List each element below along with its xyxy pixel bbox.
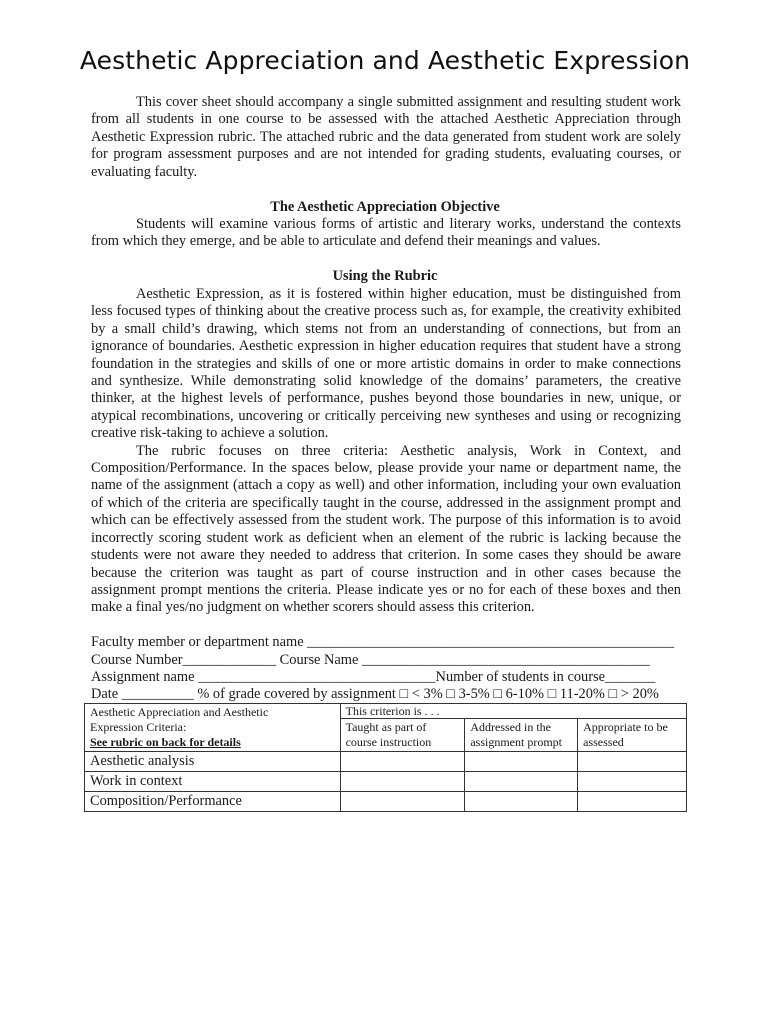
col-appropriate-header: Appropriate to be assessed xyxy=(578,719,687,752)
addressed-cell[interactable] xyxy=(465,752,578,772)
criterion-name: Composition/Performance xyxy=(85,792,341,812)
criterion-is-header: This criterion is . . . xyxy=(340,704,686,719)
criterion-name: Work in context xyxy=(85,772,341,792)
taught-cell[interactable] xyxy=(340,792,465,812)
criterion-name: Aesthetic analysis xyxy=(85,752,341,772)
criteria-header-line-1: Aesthetic Appreciation and Aesthetic xyxy=(90,705,269,719)
addressed-cell[interactable] xyxy=(465,792,578,812)
criteria-header-line-2: Expression Criteria: xyxy=(90,720,187,734)
objective-paragraph xyxy=(91,216,681,251)
table-row xyxy=(85,752,687,772)
course-field[interactable]: Course Number_____________ Course Name ________________________________________ xyxy=(91,652,650,668)
faculty-field[interactable]: Faculty member or department name ___________________________________________________ xyxy=(91,634,675,650)
table-row xyxy=(85,792,687,812)
appropriate-cell[interactable] xyxy=(578,752,687,772)
rubric-paragraphs xyxy=(91,286,681,617)
objective-text: Students will examine various forms of artistic and literary works, understand the contexts from which they emerge, and be able to articulate and defend their meanings and values. xyxy=(91,216,681,250)
date-grade-field[interactable]: Date __________ % of grade covered by assignment □ < 3% □ 3-5% □ 6-10% □ 11-20% □ > 20% xyxy=(91,686,659,702)
intro-paragraph xyxy=(91,94,681,181)
addressed-cell[interactable] xyxy=(465,772,578,792)
col-addressed-header: Addressed in the assignment prompt xyxy=(465,719,578,752)
table-row xyxy=(85,772,687,792)
criteria-table xyxy=(84,703,687,812)
taught-cell[interactable] xyxy=(340,772,465,792)
rubric-back-link[interactable]: See rubric on back for details xyxy=(90,735,241,749)
appropriate-cell[interactable] xyxy=(578,792,687,812)
page-title: Aesthetic Appreciation and Aesthetic Expression xyxy=(79,46,691,75)
intro-text: This cover sheet should accompany a single submitted assignment and resulting student work from all students in one course to be assessed with the attached Aesthetic Appreciation through Aesthetic Expression rubric. The attached rubric and the data generated from student work are solely for program assessment purposes and are not intended for grading students, evaluating courses, or evaluating faculty. xyxy=(91,94,681,180)
taught-cell[interactable] xyxy=(340,752,465,772)
appropriate-cell[interactable] xyxy=(578,772,687,792)
col-taught-header: Taught as part of course instruction xyxy=(340,719,465,752)
objective-heading: The Aesthetic Appreciation Objective xyxy=(270,199,500,215)
rubric-paragraph-1: Aesthetic Expression, as it is fostered within higher education, must be distinguished from less focused types of thinking about the creative process such as, for example, the creativity exhibited by a small child’s drawing, which stems not from an understanding of connections, but from an ignorance of boundaries. Aesthetic expression in higher education requires that student have a strong foundation in the strategies and skills of one or more artistic domains in order to make connections and synthesize. While demonstrating solid knowledge of the domains’ parameters, the creative thinker, at the highest levels of performance, pushes beyond those boundaries in new, unique, or atypical recombinations, uncovering or critically perceiving new syntheses and using or recognizing creative risk-taking to achieve a solution. xyxy=(91,286,681,442)
assignment-field[interactable]: Assignment name _________________________________Number of students in course_______ xyxy=(91,669,656,685)
rubric-paragraph-2: The rubric focuses on three criteria: Aesthetic analysis, Work in Context, and Composition/Performance. In the spaces below, please provide your name or department name, the name of the assignment (attach a copy as well) and other information, including your own evaluation of which of the criteria are specifically taught in the course, addressed in the assignment prompt and which can be effectively assessed from the student work. The purpose of this information is to avoid incorrectly scoring student work as deficient when an element of the rubric is lacking because the students were not aware they needed to address that criterion. In some cases they should be aware because the criterion was taught as part of course instruction and in other cases because the assignment prompt mentions the criteria. Please indicate yes or no for each of these boxes and then make a final yes/no judgment on whether scorers should assess this criterion. xyxy=(91,442,681,616)
rubric-heading: Using the Rubric xyxy=(332,268,438,284)
criteria-header-cell xyxy=(85,704,341,752)
